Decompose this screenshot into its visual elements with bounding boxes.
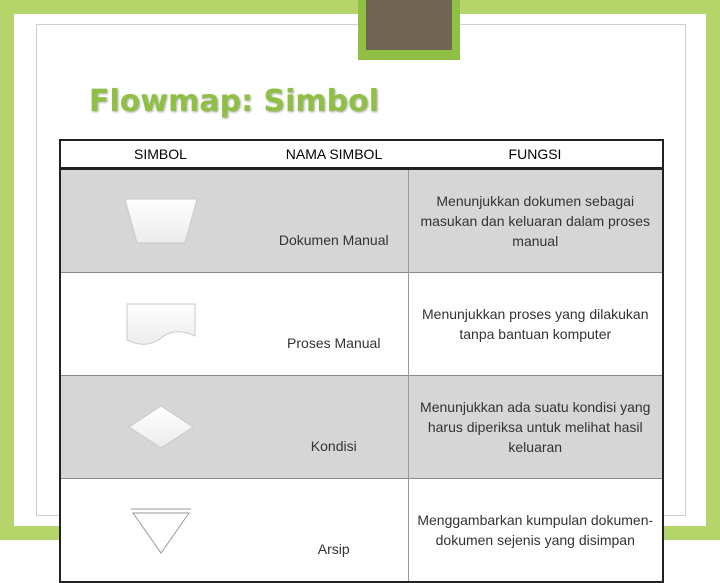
decorative-brown-block: [366, 0, 452, 50]
symbol-cell: [60, 273, 260, 376]
symbol-name: Kondisi: [260, 376, 408, 479]
slide-title: Flowmap: Simbol: [89, 84, 380, 119]
symbol-cell: [60, 169, 260, 273]
manual-input-trapezoid-icon: [121, 196, 201, 246]
table-row: [60, 479, 663, 583]
header-name: NAMA SIMBOL: [260, 140, 408, 169]
symbol-name: Dokumen Manual: [260, 169, 408, 273]
inverted-triangle-archive-icon: [121, 505, 201, 555]
table-row: [60, 273, 663, 376]
header-symbol: SIMBOL: [60, 140, 260, 169]
symbol-function: Menggambarkan kumpulan dokumen-dokumen sejenis yang disimpan: [408, 479, 663, 583]
symbol-function: Menunjukkan proses yang dilakukan tanpa bantuan komputer: [408, 273, 663, 376]
symbol-cell: [60, 479, 260, 583]
table-header-row: [60, 140, 663, 169]
symbol-table: [59, 139, 664, 583]
table-row: [60, 169, 663, 273]
symbol-name: Proses Manual: [260, 273, 408, 376]
diamond-decision-icon: [121, 402, 201, 452]
table-row: [60, 376, 663, 479]
document-shape-icon: [121, 300, 201, 348]
symbol-cell: [60, 376, 260, 479]
symbol-name: Arsip: [260, 479, 408, 583]
header-function: FUNGSI: [408, 140, 663, 169]
symbol-function: Menunjukkan ada suatu kondisi yang harus diperiksa untuk melihat hasil keluaran: [408, 376, 663, 479]
symbol-function: Menunjukkan dokumen sebagai masukan dan keluaran dalam proses manual: [408, 169, 663, 273]
